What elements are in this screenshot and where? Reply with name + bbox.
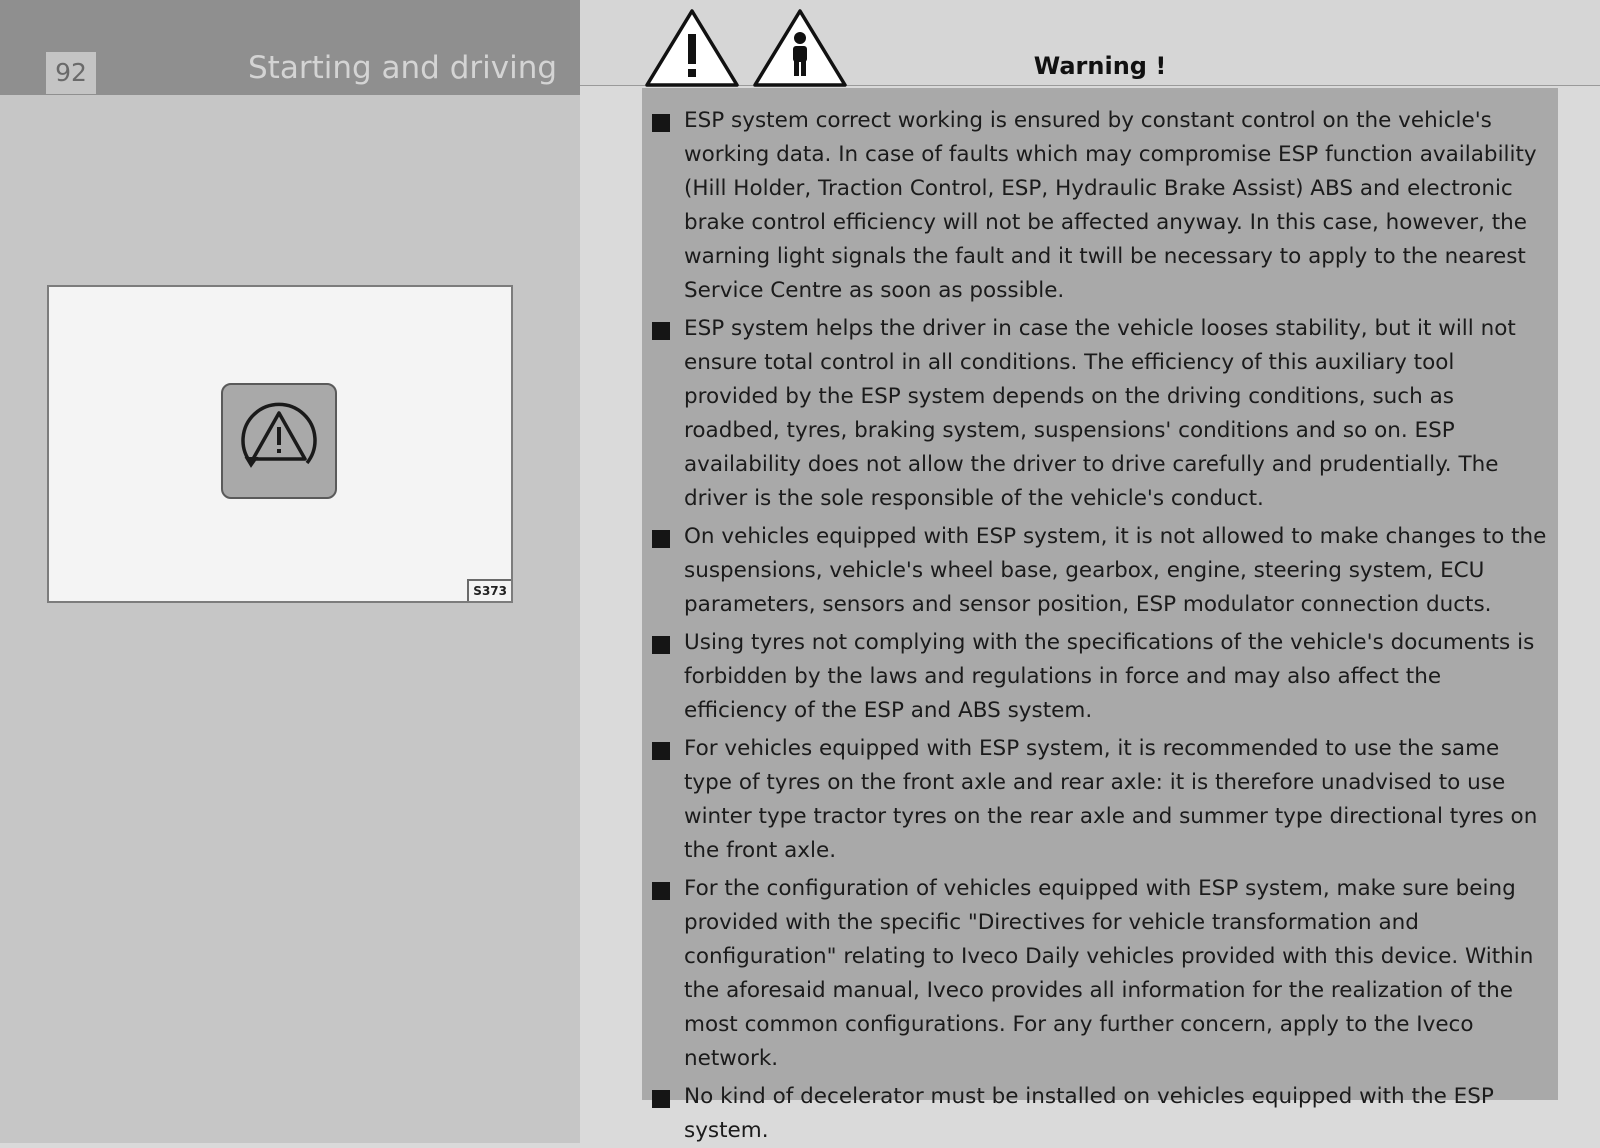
figure-code: S373 — [467, 579, 511, 601]
warning-item — [648, 312, 1550, 516]
warning-item — [648, 1080, 1550, 1148]
figure-box — [47, 285, 513, 603]
section-title: Starting and driving — [248, 50, 558, 86]
warning-item — [648, 732, 1550, 868]
warning-item — [648, 104, 1550, 308]
bullet-square — [652, 114, 670, 132]
warning-item-text: ESP system correct working is ensured by constant control on the vehicle's working data. In case of faults which may compromise ESP function availability (Hill Holder, Traction Control, ESP, Hydraulic Brake Assist) ABS and electronic brake control efficiency will not be affected anyway. In this case, however, the warning light signals the fault and it twill be necessary to apply to the nearest Service Centre as soon as possible. — [684, 108, 1537, 303]
bullet-square — [652, 742, 670, 760]
bullet-square — [652, 322, 670, 340]
warning-item-text: For the configuration of vehicles equipped with ESP system, make sure being provided with the specific "Directives for vehicle transformation and configuration" relating to Iveco Daily vehicles provided with this device. Within the aforesaid manual, Iveco provides all information for the realization of the most common configurations. For any further concern, apply to the Iveco network. — [684, 876, 1534, 1071]
warning-item-text: On vehicles equipped with ESP system, it is not allowed to make changes to the suspensions, vehicle's wheel base, gearbox, engine, steering system, ECU parameters, sensors and sensor position, ESP modulator connection ducts. — [684, 524, 1547, 617]
page-number: 92 — [46, 52, 96, 94]
bullet-square — [652, 1090, 670, 1108]
warning-item — [648, 520, 1550, 622]
esp-button-illustration — [221, 383, 337, 499]
warning-item-text: For vehicles equipped with ESP system, it is recommended to use the same type of tyres on the front axle and rear axle: it is therefore unadvised to use winter type tractor tyres on the rear axle and summer type directional tyres on the front axle. — [684, 736, 1538, 863]
warning-item — [648, 872, 1550, 1076]
warning-title: Warning ! — [1033, 52, 1167, 80]
bullet-square — [652, 636, 670, 654]
child-triangle-icon — [752, 8, 848, 88]
warning-item-text: ESP system helps the driver in case the vehicle looses stability, but it will not ensure total control in all conditions. The efficiency of this auxiliary tool provided by the ESP system depends on the driving conditions, such as roadbed, tyres, braking system, suspensions' conditions and so on. ESP availability does not allow the driver to drive carefully and prudentially. The driver is the sole responsible of the vehicle's conduct. — [684, 316, 1516, 511]
bullet-square — [652, 530, 670, 548]
warning-item — [648, 626, 1550, 728]
warning-item-text: Using tyres not complying with the specifications of the vehicle's documents is forbidden by the laws and regulations in force and may also affect the efficiency of the ESP and ABS system. — [684, 630, 1535, 723]
exclamation-triangle-icon — [644, 8, 740, 88]
warning-item-text: No kind of decelerator must be installed on vehicles equipped with the ESP system. — [684, 1084, 1494, 1143]
esp-warning-triangle-icon — [231, 393, 327, 489]
warning-box — [642, 88, 1558, 1143]
bullet-square — [652, 882, 670, 900]
